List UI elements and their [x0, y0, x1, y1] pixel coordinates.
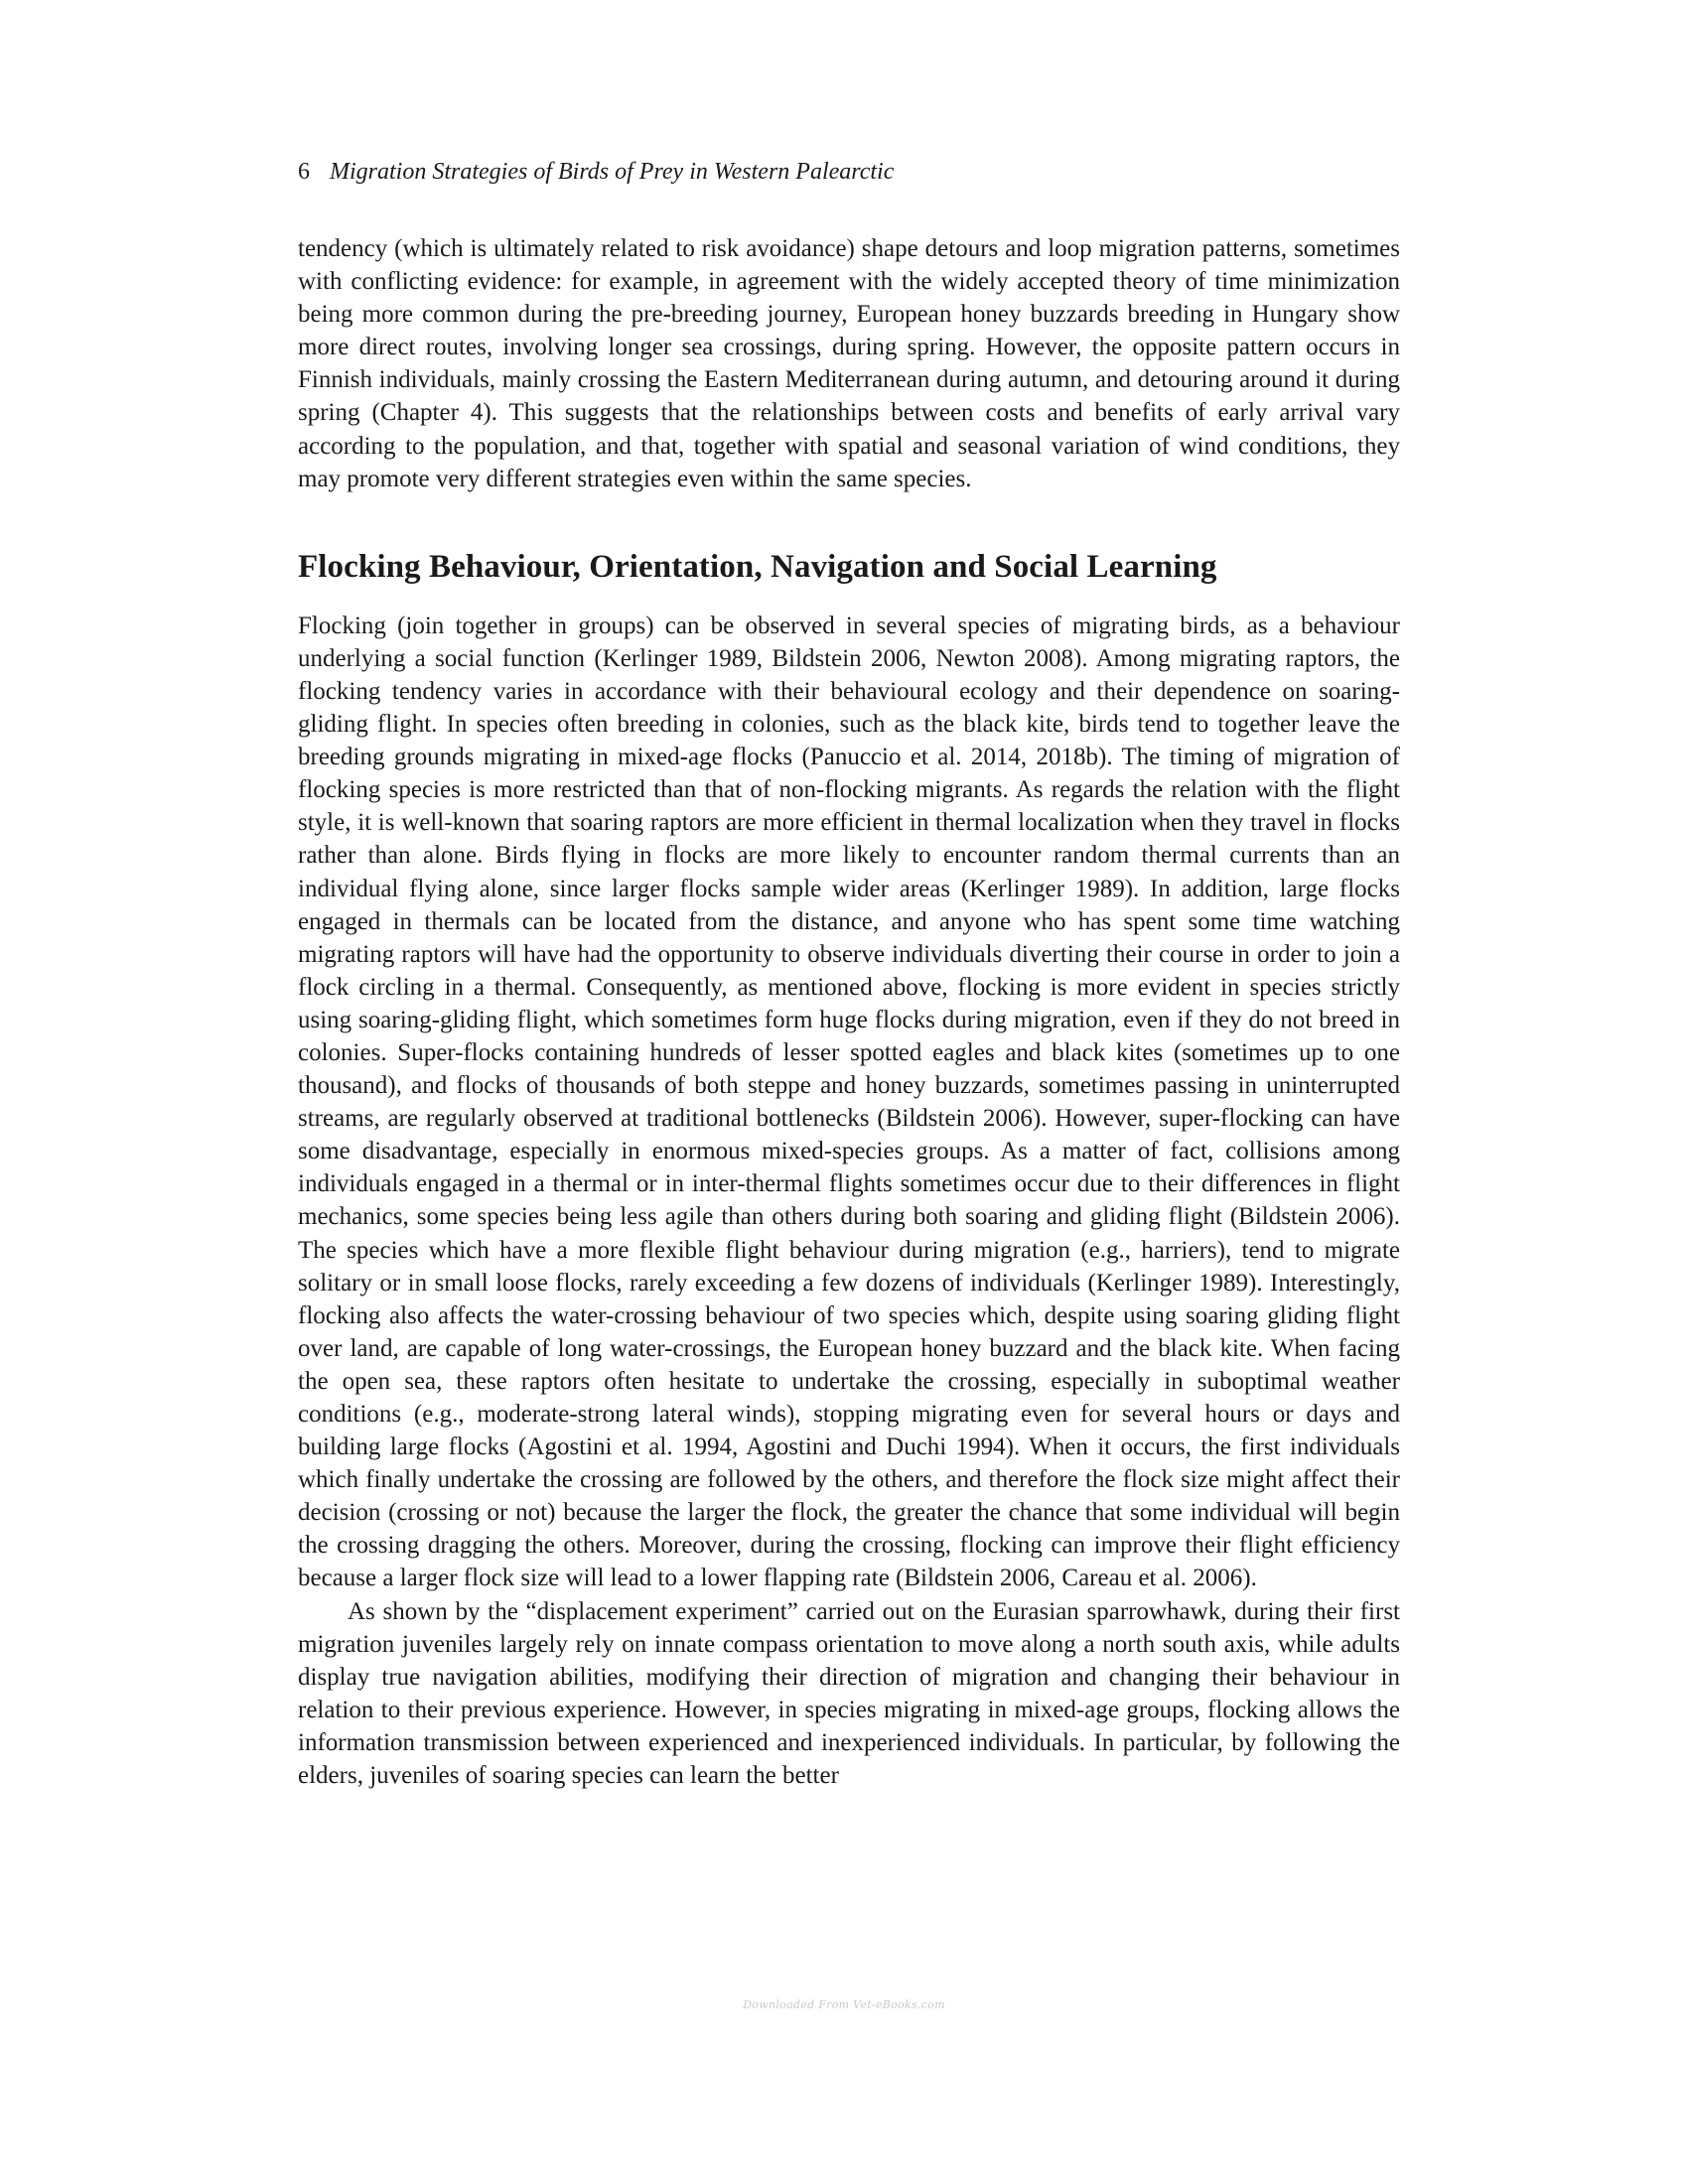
- book-title: Migration Strategies of Birds of Prey in Western Palearctic: [330, 159, 895, 185]
- download-watermark: Downloaded From Vet-eBooks.com: [743, 1998, 945, 2011]
- section-heading: Flocking Behaviour, Orientation, Navigation and Social Learning: [298, 548, 1217, 585]
- paragraph-continued: tendency (which is ultimately related to risk avoidance) shape detours and loop migration patterns, sometimes with conflicting evidence: for example, in agreement with the widely accepted theory of time minimization being more common during the pre-breeding journey, European honey buzzards breeding in Hungary show more direct routes, involving longer sea crossings, during spring. However, the opposite pattern occurs in Finnish individuals, mainly crossing the Eastern Mediterranean during autumn, and detouring around it during spring (Chapter 4). This suggests that the relationships between costs and benefits of early arrival vary according to the population, and that, together with spatial and seasonal variation of wind conditions, they may promote very different strategies even within the same species.: [298, 235, 1400, 492]
- main-text: [298, 232, 1400, 1792]
- paragraph-displacement-experiment: As shown by the “displacement experiment” carried out on the Eurasian sparrowhawk, during their first migration juveniles largely rely on innate compass orientation to move along a north south axis, while adults display true navigation abilities, modifying their direction of migration and changing their behaviour in relation to their previous experience. However, in species migrating in mixed-age groups, flocking allows the information transmission between experienced and inexperienced individuals. In particular, by following the elders, juveniles of soaring species can learn the better: [298, 1597, 1400, 1790]
- page-number: 6: [298, 159, 310, 185]
- running-head: [298, 159, 894, 186]
- paragraph-flocking: Flocking (join together in groups) can be observed in several species of migrating birds, as a behaviour underlying a social function (Kerlinger 1989, Bildstein 2006, Newton 2008). Among migrating raptors, the flocking tendency varies in accordance with their behavioural ecology and their dependence on soaring-gliding flight. In species often breeding in colonies, such as the black kite, birds tend to together leave the breeding grounds migrating in mixed-age flocks (Panuccio et al. 2014, 2018b). The timing of migration of flocking species is more restricted than that of non-flocking migrants. As regards the relation with the flight style, it is well-known that soaring raptors are more efficient in thermal localization when they travel in flocks rather than alone. Birds flying in flocks are more likely to encounter random thermal currents than an individual flying alone, since larger flocks sample wider areas (Kerlinger 1989). In addition, large flocks engaged in thermals can be located from the distance, and anyone who has spent some time watching migrating raptors will have had the opportunity to observe individuals diverting their course in order to join a flock circling in a thermal. Consequently, as mentioned above, flocking is more evident in species strictly using soaring-gliding flight, which sometimes form huge flocks during migration, even if they do not breed in colonies. Super-flocks containing hundreds of lesser spotted eagles and black kites (sometimes up to one thousand), and flocks of thousands of both steppe and honey buzzards, sometimes passing in uninterrupted streams, are regularly observed at traditional bottlenecks (Bildstein 2006). However, super-flocking can have some disadvantage, especially in enormous mixed-species groups. As a matter of fact, collisions among individuals engaged in a thermal or in inter-thermal flights sometimes occur due to their differences in flight mechanics, some species being less agile than others during both soaring and gliding flight (Bildstein 2006). The species which have a more flexible flight behaviour during migration (e.g., harriers), tend to migrate solitary or in small loose flocks, rarely exceeding a few dozens of individuals (Kerlinger 1989). Interestingly, flocking also affects the water-crossing behaviour of two species which, despite using soaring gliding flight over land, are capable of long water-crossings, the European honey buzzard and the black kite. When facing the open sea, these raptors often hesitate to undertake the crossing, especially in suboptimal weather conditions (e.g., moderate-strong lateral winds), stopping migrating even for several hours or days and building large flocks (Agostini et al. 1994, Agostini and Duchi 1994). When it occurs, the first individuals which finally undertake the crossing are followed by the others, and therefore the flock size might affect their decision (crossing or not) because the larger the flock, the greater the chance that some individual will begin the crossing dragging the others. Moreover, during the crossing, flocking can improve their flight efficiency because a larger flock size will lead to a lower flapping rate (Bildstein 2006, Careau et al. 2006).: [298, 612, 1400, 1592]
